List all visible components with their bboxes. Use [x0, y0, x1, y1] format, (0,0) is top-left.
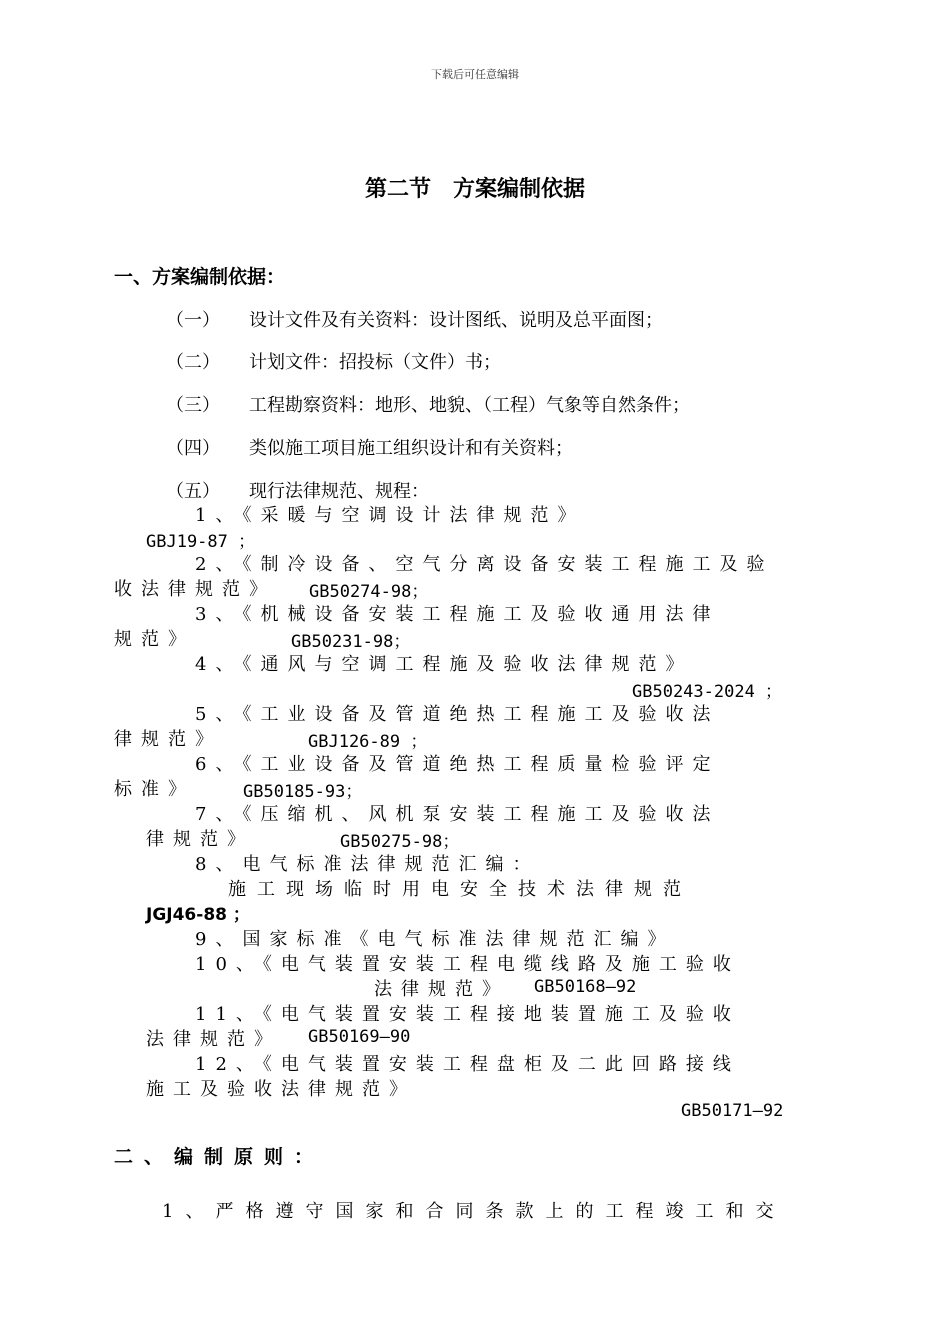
law-1-code: GBJ19-87 ；: [146, 532, 256, 552]
law-1-title: 1、《采暖与空调设计法律规范》: [195, 505, 585, 526]
law-11-title: 11、《电气装置安装工程接地装置施工及验收: [195, 1004, 740, 1025]
item-2-text: 计划文件：招投标（文件）书；: [249, 352, 501, 373]
law-7-title-cont: 律规范》: [146, 829, 254, 850]
law-4-title: 4、《通风与空调工程施及验收法律规范》: [195, 654, 693, 675]
item-1-num: （一）: [166, 310, 220, 331]
law-2-title-cont: 收法律规范》: [114, 579, 276, 600]
law-4-code: GB50243-2024 ；: [632, 682, 783, 702]
section1-heading: 一、方案编制依据：: [114, 266, 286, 288]
law-9-title: 9、国家标准《电气标准法律规范汇编》: [195, 929, 675, 950]
law-7-code: GB50275-98；: [340, 832, 460, 852]
law-5-title: 5、《工业设备及管道绝热工程施工及验收法: [195, 704, 720, 725]
law-3-title-cont: 规范》: [114, 629, 195, 650]
law-3-code: GB50231-98；: [291, 632, 411, 652]
law-11-title-cont: 法律规范》: [146, 1029, 281, 1050]
law-2-title: 2、《制冷设备、空气分离设备安装工程施工及验: [195, 554, 774, 575]
law-2-code: GB50274-98；: [309, 582, 429, 602]
law-12-code: GB50171—92: [681, 1101, 784, 1121]
law-10-title-cont: 法律规范》: [374, 979, 509, 1000]
section2-heading: 二、编制原则：: [114, 1146, 325, 1168]
item-4-num: （四）: [166, 438, 220, 459]
law-12-title: 12、《电气装置安装工程盘柜及二此回路接线: [195, 1054, 740, 1075]
law-8-subtitle: 施工现场临时用电安全技术法律规范: [228, 879, 692, 900]
law-5-title-cont: 律规范》: [114, 729, 222, 750]
law-6-title: 6、《工业设备及管道绝热工程质量检验评定: [195, 754, 720, 775]
law-10-code: GB50168—92: [534, 977, 637, 997]
page-title: 第二节 方案编制依据: [364, 177, 585, 202]
item-1-text: 设计文件及有关资料：设计图纸、说明及总平面图；: [249, 310, 663, 331]
law-7-title: 7、《压缩机、风机泵安装工程施工及验收法: [195, 804, 720, 825]
item-3-num: （三）: [166, 395, 220, 416]
law-12-title-cont: 施工及验收法律规范》: [146, 1079, 416, 1100]
item-3-text: 工程勘察资料：地形、地貌、（工程）气象等自然条件；: [249, 395, 690, 416]
item-4-text: 类似施工项目施工组织设计和有关资料；: [249, 438, 573, 459]
item-5-text: 现行法律规范、规程：: [249, 481, 429, 502]
law-11-code: GB50169—90: [308, 1027, 411, 1047]
header-note: 下载后可任意编辑: [431, 68, 519, 81]
law-3-title: 3、《机械设备安装工程施工及验收通用法律: [195, 604, 720, 625]
law-5-code: GBJ126-89 ；: [308, 732, 428, 752]
law-6-title-cont: 标准》: [114, 779, 195, 800]
law-8-code: JGJ46-88 ；: [146, 905, 250, 925]
law-10-title: 10、《电气装置安装工程电缆线路及施工验收: [195, 954, 740, 975]
item-5-num: （五）: [166, 481, 220, 502]
law-8-title: 8、电气标准法律规范汇编：: [195, 854, 540, 875]
item-2-num: （二）: [166, 352, 220, 373]
law-6-code: GB50185-93；: [243, 782, 363, 802]
principle-1: 1、严格遵守国家和合同条款上的工程竣工和交: [162, 1201, 786, 1222]
